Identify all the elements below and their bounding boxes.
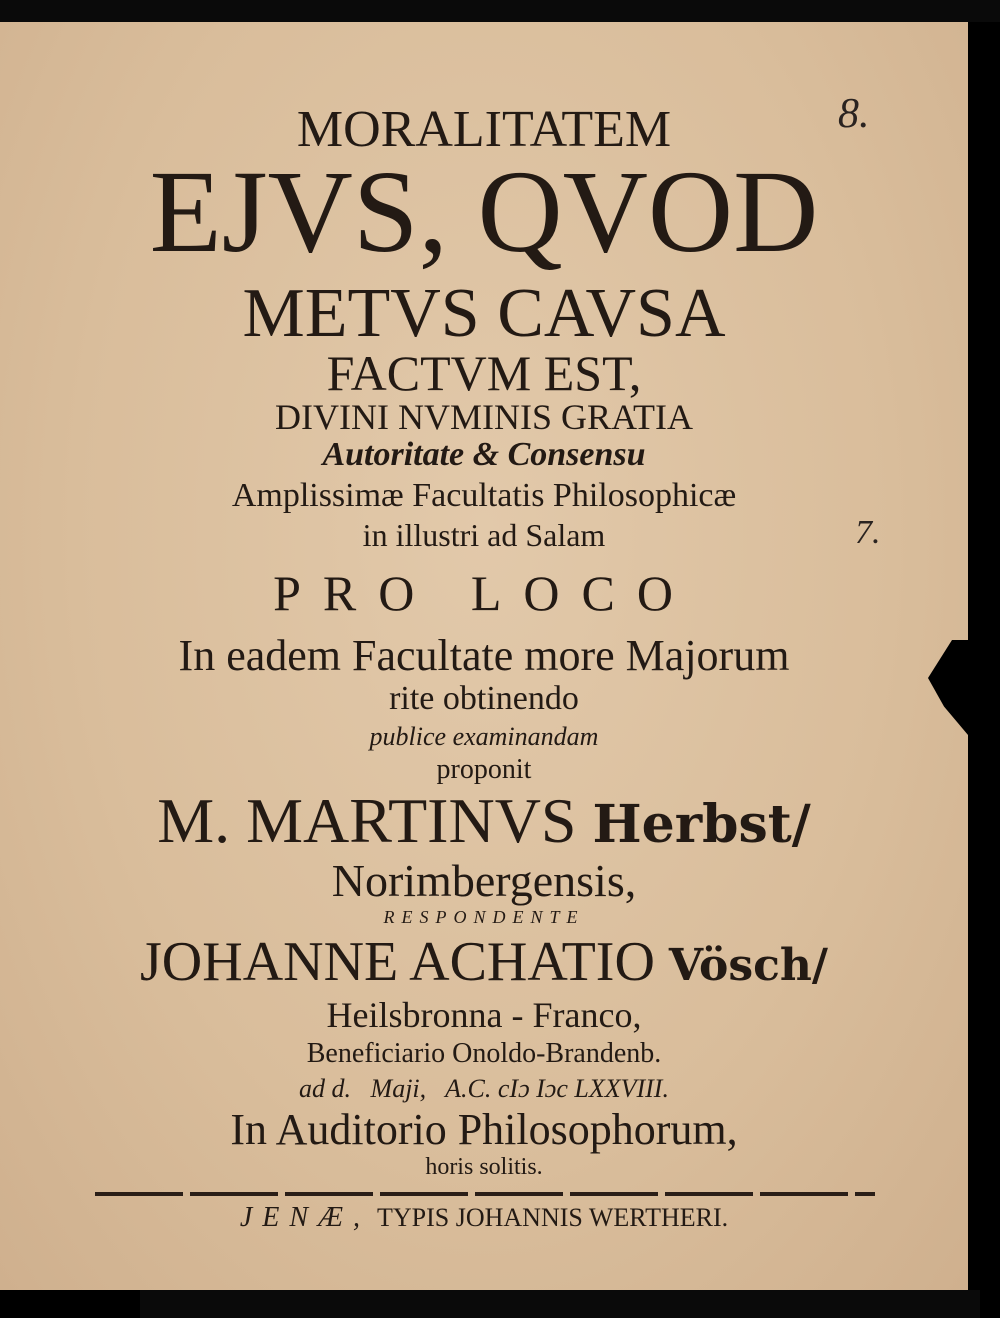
scan-border-top [0, 0, 1000, 22]
title-line-14 [0, 784, 968, 858]
title-page [0, 22, 968, 1290]
title-line-5: DIVINI NVMINIS GRATIA [275, 397, 693, 437]
decorative-rule [95, 1192, 875, 1196]
imprint-line [0, 1202, 968, 1234]
respondent-surname-fraktur: Vösch/ [668, 940, 828, 991]
title-line-20: ad d. Maji, A.C. cIɔ Iɔc LXXVIII. [299, 1074, 669, 1103]
marginal-note-top-right: 8. [838, 91, 870, 137]
author-surname-fraktur: Herbst/ [592, 794, 811, 855]
title-line-1: MORALITATEM [296, 101, 672, 158]
title-line-8: in illustri ad Salam [362, 517, 606, 553]
title-line-6: Autoritate & Consensu [322, 436, 646, 473]
author-name: M. MARTINVS [157, 785, 577, 856]
title-line-13: proponit [436, 754, 532, 785]
title-line-21: In Auditorio Philosophorum, [230, 1105, 738, 1154]
title-line-19: Beneficiario Onoldo-Brandenb. [306, 1038, 662, 1069]
title-line-16: RESPONDENTE [383, 907, 585, 927]
title-line-18: Heilsbronna - Franco, [326, 995, 642, 1035]
imprint-printer: TYPIS JOHANNIS WERTHERI. [376, 1203, 729, 1232]
respondent-name: JOHANNE ACHATIO [140, 931, 655, 993]
title-line-2: EJVS, QVOD [149, 146, 819, 277]
title-line-22: horis solitis. [425, 1154, 543, 1180]
title-line-11: rite obtinendo [389, 680, 579, 717]
title-line-10: In eadem Facultate more Majorum [178, 631, 790, 680]
imprint-place: JENÆ, [239, 1202, 370, 1233]
scan-border-bottom [140, 1290, 980, 1318]
title-line-17 [0, 930, 968, 994]
title-line-7: Amplissimæ Facultatis Philosophicæ [231, 477, 737, 514]
title-line-15: Norimbergensis, [331, 855, 637, 906]
title-line-9: PRO LOCO [273, 565, 695, 621]
marginal-note-right: 7. [855, 514, 881, 551]
title-line-12: publice examinandam [369, 722, 599, 751]
title-line-3: METVS CAVSA [242, 275, 726, 352]
title-line-4: FACTVM EST, [326, 345, 642, 401]
